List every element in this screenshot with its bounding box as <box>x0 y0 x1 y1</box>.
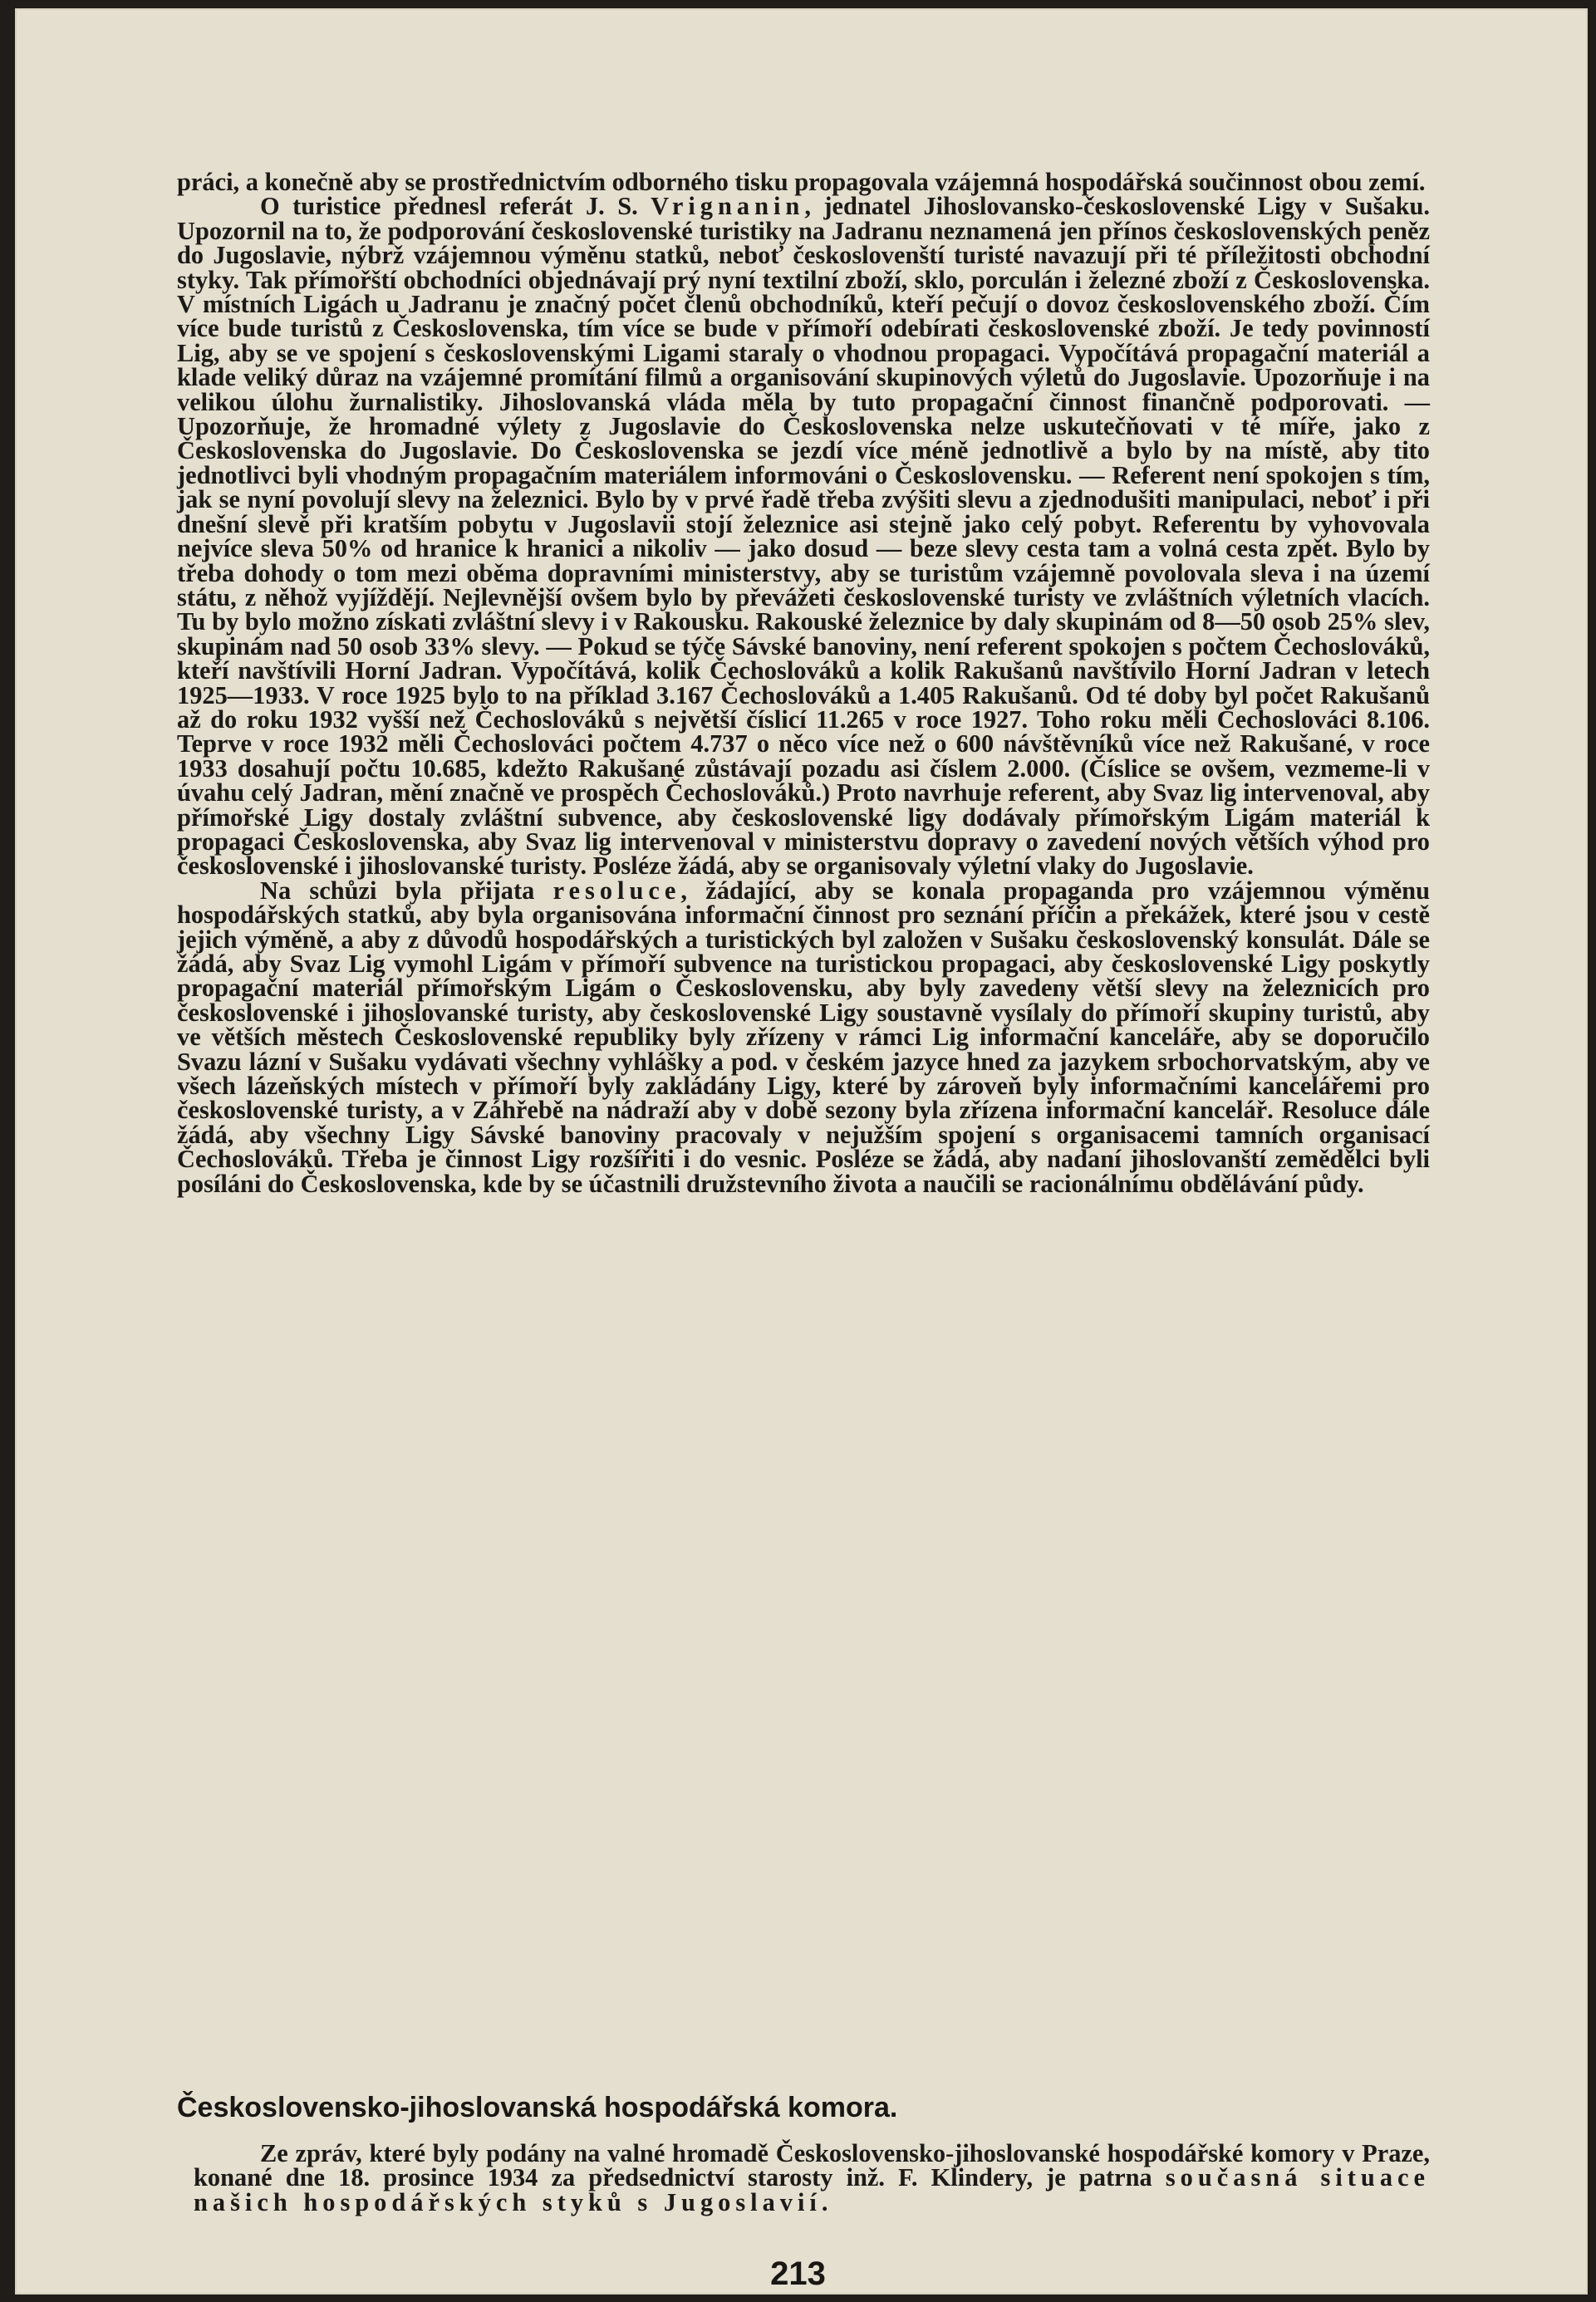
paragraph-chamber-report <box>194 2139 1430 2216</box>
paragraph-continuation: práci, a konečně aby se prostřednictvím odborného tisku propagovala vzájemná hospodářská součinnost obou zemí. <box>177 168 1426 196</box>
body-text <box>177 170 1430 1196</box>
resolution-word: resoluce <box>552 876 681 905</box>
emphasized-phrase: současná situace našich hospodářských styků s Jugoslavií <box>194 2163 1430 2216</box>
paragraph-resolution <box>177 876 1430 1198</box>
paragraph-text: Na schůzi byla přijata <box>260 876 553 905</box>
page-number: 213 <box>770 2255 826 2292</box>
speaker-name: Vrignanin <box>651 192 805 221</box>
section-body <box>194 2139 1430 2216</box>
section-heading: Československo-jihoslovanská hospodářská komora. <box>177 2092 898 2123</box>
paragraph-text: Ze zpráv, které byly podány na valné hromadě Československo-jihoslovanské hospodářské komory v Praze, konané dne 18. prosince 1934 za předsednictví starosty inž. F. Klindery, je patrna <box>194 2139 1430 2192</box>
paragraph-text: . <box>821 2187 828 2216</box>
paragraph-text: , jednatel Jihoslovansko-československé Ligy v Sušaku. Upozornil na to, že podporování československé turistiky na Jadranu neznamená jen přínos československých peněz do Jugoslavie, nýbrž vzájemnou výměnu statků, neboť českoslovenští turisté navazují při té příležitosti obchodní styky. Tak přímořští obchodníci objednávají prý nyní textilní zboží, sklo, porculán i železné zboží z Československa. V místních Ligách u Jadranu je značný počet členů obchodníků, kteří pečují o dovoz československého zboží. Čím více bude turistů z Československa, tím více se bude v přímoří odebírati československé zboží. Je tedy povinností Lig, aby se ve spojení s československými Ligami staraly o vhodnou propagaci. Vypočítává propagační materiál a klade veliký důraz na vzájemné promítání filmů a organisování skupinových výletů do Jugoslavie. Upozorňuje i na velikou úlohu žurnalistiky. Jihoslovanská vláda měla by tuto propagační činnost finančně podporovati. — Upozorňuje, že hromadné výlety z Jugoslavie do Československa nelze uskutečňovati v té míře, jako z Československa do Jugoslavie. Do Československa se jezdí více méně jednotlivě a bylo by na místě, aby tito jednotlivci byli vhodným propagačním materiálem informováni o Československu. — Referent není spokojen s tím, jak se nyní povolují slevy na železnici. Bylo by v prvé řadě třeba zvýšiti slevu a zjednodušiti manipulaci, neboť i při dnešní slevě při kratším pobytu v Jugoslavii stojí železnice asi stejně jako celý pobyt. Referentu by vyhovovala nejvíce sleva 50% od hranice k hranici a nikoliv — jako dosud — beze slevy cesta tam a volná cesta zpět. Bylo by třeba dohody o tom mezi oběma dopravními ministerstvy, aby se turistům vzájemně povolovala sleva i na území státu, z něhož vyjíždějí. Nejlevnější ovšem bylo by převážeti československé turisty ve zvláštních výletních vlacích. Tu by bylo možno získati zvláštní slevy i v Rakousku. Rakouské železnice by daly skupinám od 8—50 osob 25% slev, skupinám nad 50 osob 33% slevy. — Pokud se týče Sávské banoviny, není referent spokojen s počtem Čechoslováků, kteří navštívili Horní Jadran. Vypočítává, kolik Čechoslováků a kolik Rakušanů navštívilo Horní Jadran v letech 1925—1933. V roce 1925 bylo to na příklad 3.167 Čechoslováků a 1.405 Rakušanů. Od té doby byl počet Rakušanů až do roku 1932 vyšší než Čechoslováků s největší číslicí 11.265 v roce 1927. Toho roku měli Čechoslováci 8.106. Teprve v roce 1932 měli Čechoslováci počtem 4.737 o něco více než o 600 návštěvníků více než Rakušané, v roce 1933 dosahují počtu 10.685, kdežto Rakušané zůstávají pozadu asi číslem 2.000. (Číslice se ovšem, vezmeme-li v úvahu celý Jadran, mění značně ve prospěch Čechoslováků.) Proto navrhuje referent, aby Svaz lig intervenoval, aby přímořské Ligy dostaly zvláštní subvence, aby československé ligy dodávaly přímořským Ligám materiál k propagaci Československa, aby Svaz lig intervenoval v ministerstvu dopravy o zavedení nových větších výhod pro československé i jihoslovanské turisty. Posléze žádá, aby se organisovaly výletní vlaky do Jugoslavie. <box>177 192 1431 881</box>
paragraph-tourism-report <box>177 192 1431 881</box>
paragraph-text: , žádající, aby se konala propaganda pro vzájemnou výměnu hospodářských statků, aby byla organisována informační činnost pro seznání příčin a překážek, které jsou v cestě jejich výměně, a aby z důvodů hospodářských a turistických byl založen v Sušaku československý konsulát. Dále se žádá, aby Svaz Lig vymohl Ligám v přímoří subvence na turistickou propagaci, aby československé Ligy poskytly propagační materiál přímořským Ligám o Československu, aby byly zavedeny větší slevy na železnicích pro československé i jihoslovanské turisty, aby československé Ligy soustavně vysílaly do přímoří skupiny turistů, aby ve větších městech Československé republiky byly zřízeny v rámci Lig informační kanceláře, aby se doporučilo Svazu lázní v Sušaku vydávati všechny vyhlášky a pod. v českém jazyce hned za jazykem srbochorvatským, aby ve všech lázeňských místech v přímoří byly zakládány Ligy, které by zároveň byly informačními kancelářemi pro československé turisty, a v Záhřebě na nádraží aby v době sezony byla zřízena informační kancelář. Resoluce dále žádá, aby všechny Ligy Sávské banoviny pracovaly v nejužším spojení s organisacemi tamních organisací Čechoslováků. Třeba je činnost Ligy rozšířiti i do vesnic. Posléze se žádá, aby nadaní jihoslovanští zemědělci byli posíláni do Československa, kde by se účastnili družstevního života a naučili se racionálnímu obdělávání půdy. <box>177 876 1430 1198</box>
paragraph-text: O turistice přednesl referát J. S. <box>260 192 651 221</box>
